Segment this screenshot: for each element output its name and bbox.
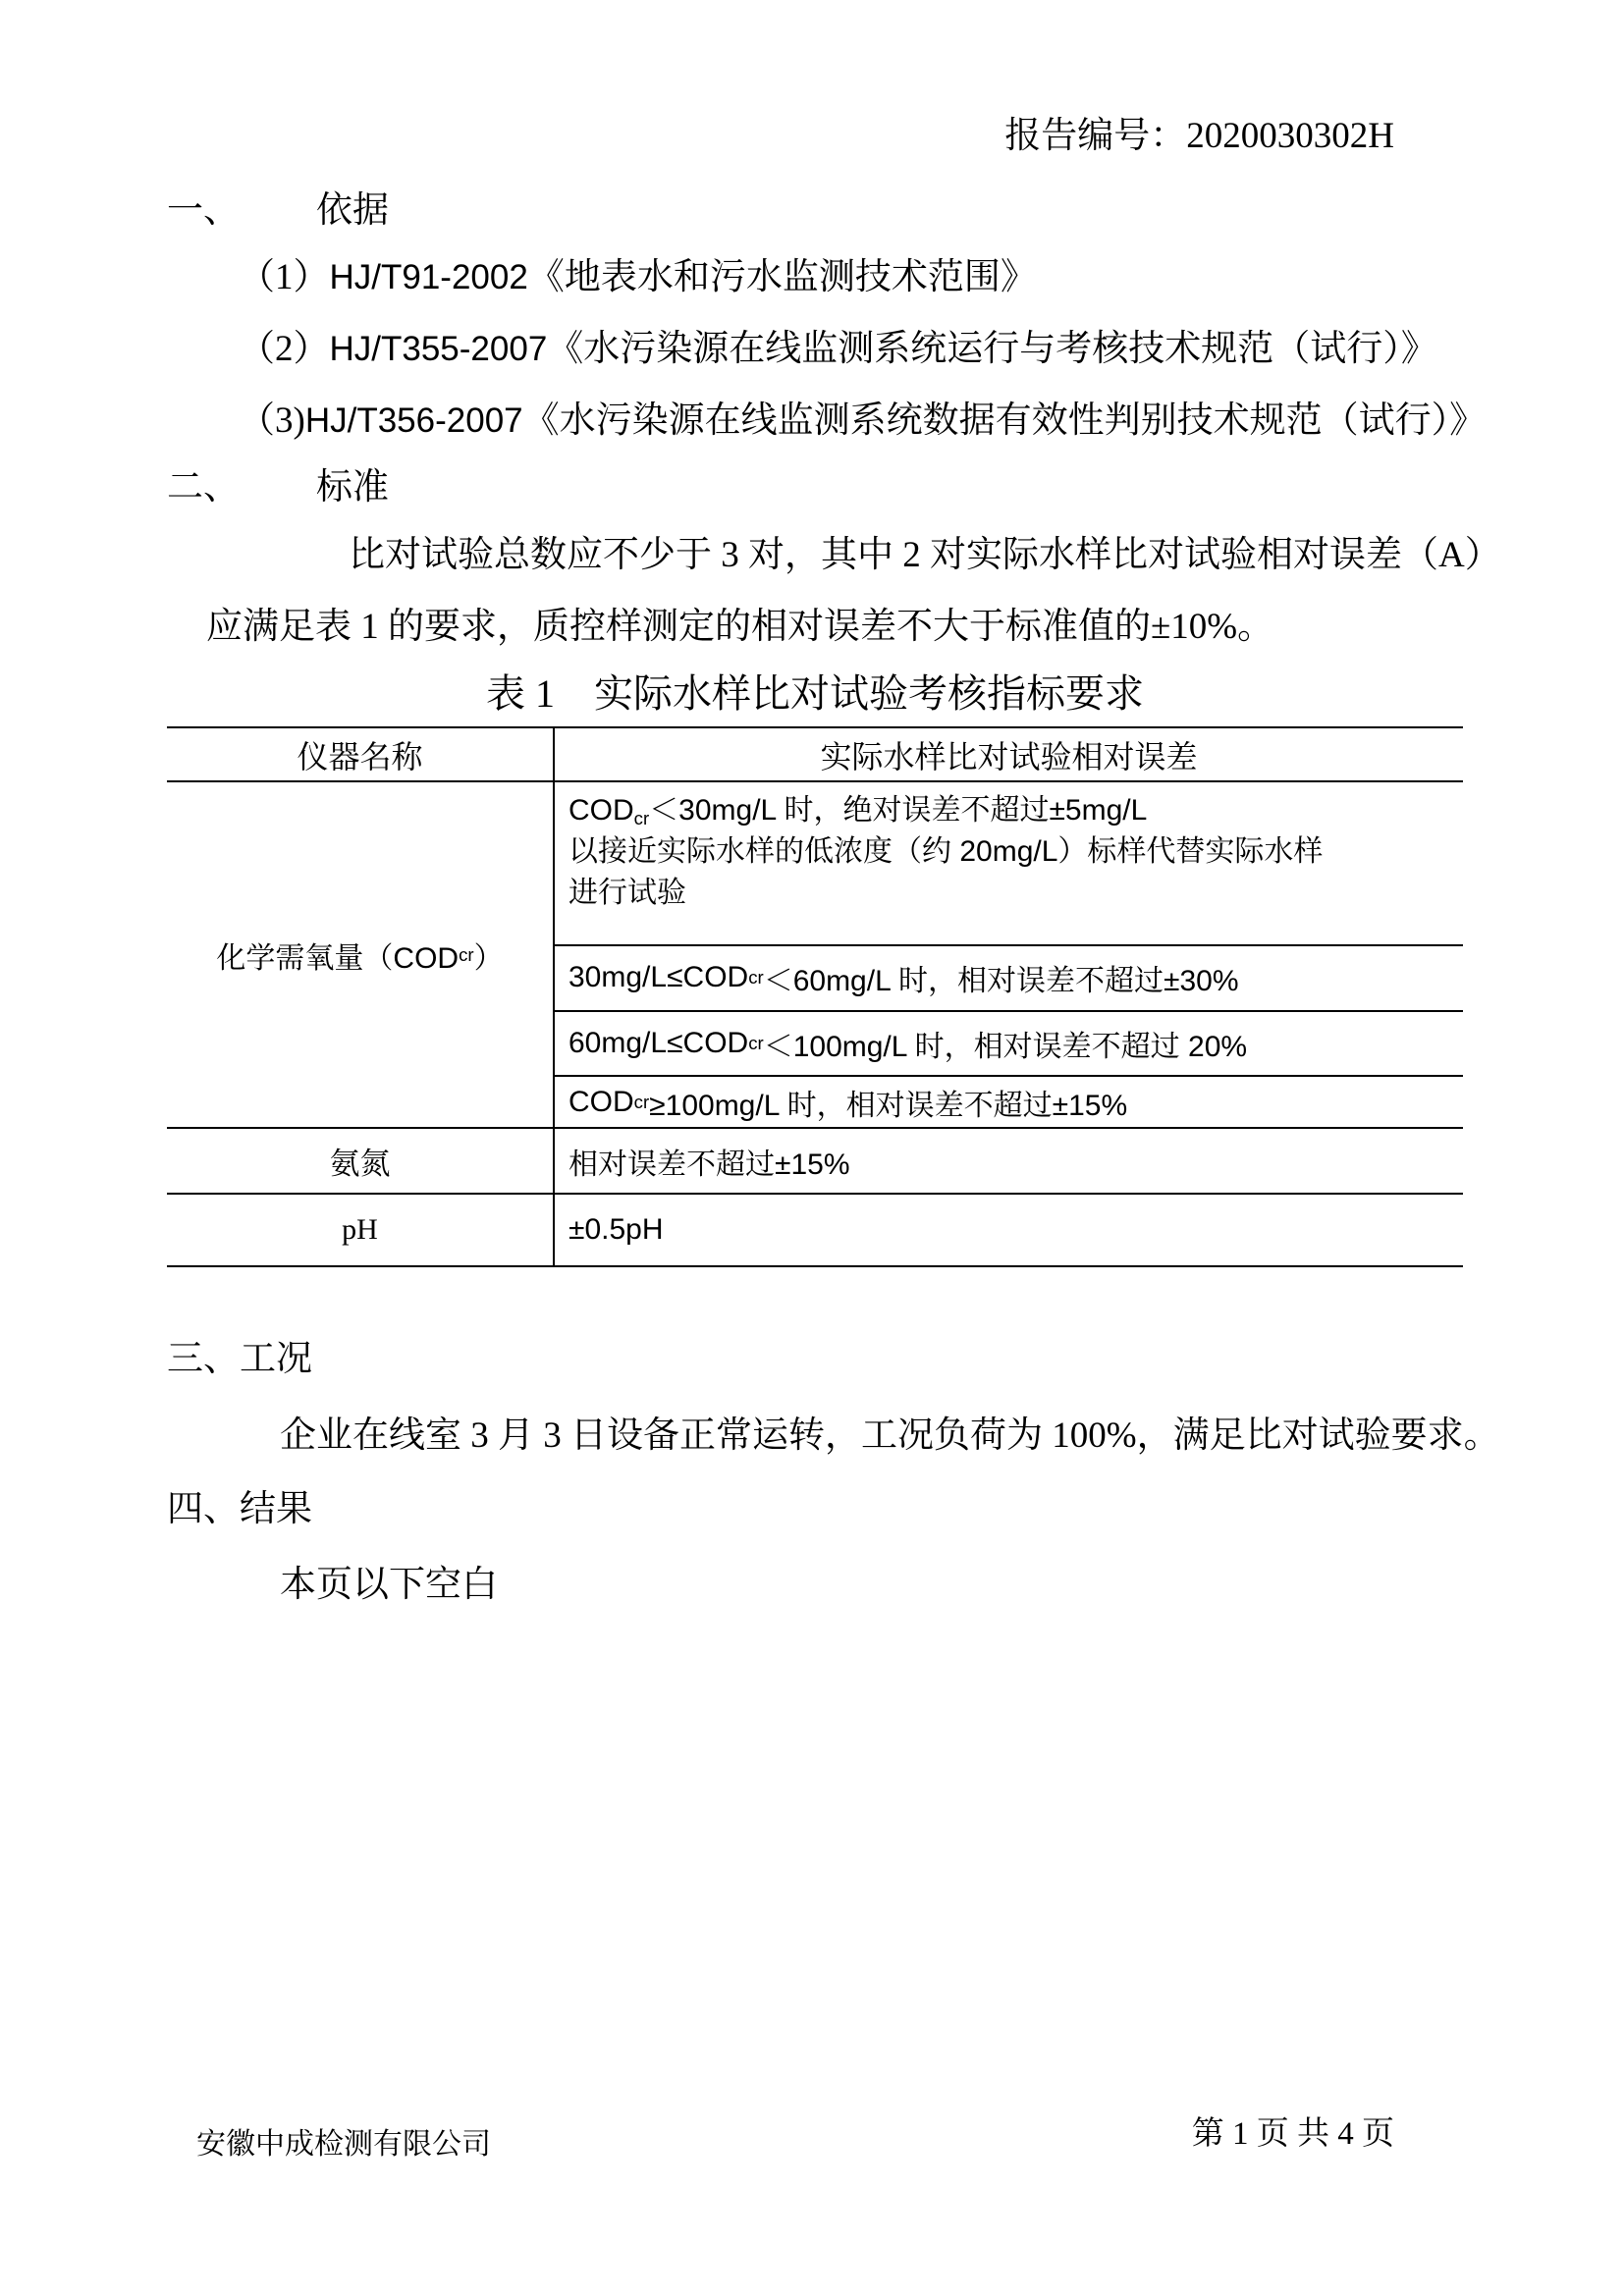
reference-3-code: HJ/T356-2007 bbox=[304, 401, 523, 440]
section-2-number: 二、 bbox=[167, 467, 240, 507]
section-1-heading bbox=[167, 188, 389, 234]
reference-3-name: 《水污染源在线监测系统数据有效性判别技术规范（试行）》 bbox=[522, 400, 1487, 441]
footer-page-number: 第 1 页 共 4 页 bbox=[1191, 2116, 1394, 2152]
table-header-row bbox=[167, 728, 1463, 782]
table-row-ammonia bbox=[167, 1129, 1463, 1195]
section-2-title: 标准 bbox=[316, 467, 389, 507]
table-row-ph bbox=[167, 1195, 1463, 1267]
cod-criterion-2: 30mg/L≤COD cr ＜60mg/L 时，相对误差不超过±30% bbox=[555, 946, 1463, 1012]
column-header-relative-error: 实际水样比对试验相对误差 bbox=[820, 738, 1198, 774]
table-1-title: 表 1 实际水样比对试验考核指标要求 bbox=[486, 671, 1144, 716]
reference-1-name: 《地表水和污水监测技术范围》 bbox=[527, 257, 1037, 297]
operating-condition-paragraph: 企业在线室 3 月 3 日设备正常运转，工况负荷为 100%，满足比对试验要求。 bbox=[280, 1415, 1500, 1456]
ph-row-label: pH bbox=[167, 1195, 555, 1265]
table-row-cod bbox=[167, 782, 1463, 1129]
cod-criterion-4-prefix: COD bbox=[568, 1085, 634, 1118]
reference-item-3 bbox=[239, 399, 1486, 444]
reference-2-code: HJ/T355-2007 bbox=[329, 330, 548, 368]
standard-paragraph-line-2: 应满足表 1 的要求，质控样测定的相对误差不大于标准值的±10%。 bbox=[206, 607, 1274, 647]
cod-criterion-1-subscript: cr bbox=[633, 808, 650, 829]
cod-criterion-1 bbox=[555, 782, 1463, 946]
reference-2-name: 《水污染源在线监测系统运行与考核技术规范（试行）》 bbox=[547, 329, 1437, 369]
cod-criterion-3-prefix: 60mg/L≤COD bbox=[568, 1026, 749, 1059]
cod-label-text: 化学需氧量（COD bbox=[216, 941, 460, 975]
cod-criterion-1-text: ＜30mg/L 时，绝对误差不超过±5mg/L bbox=[649, 794, 1148, 827]
reference-2-index: （2） bbox=[239, 329, 330, 369]
section-1-title: 依据 bbox=[316, 190, 389, 231]
cod-row-label: 化学需氧量（COD cr ） bbox=[167, 782, 555, 1127]
cod-criterion-2-prefix: 30mg/L≤COD bbox=[568, 961, 749, 994]
reference-item-2 bbox=[239, 327, 1437, 372]
reference-1-code: HJ/T91-2002 bbox=[329, 258, 528, 296]
ammonia-row-label: 氨氮 bbox=[167, 1129, 555, 1193]
cod-criterion-4-text: ≥100mg/L 时，相对误差不超过±15% bbox=[649, 1089, 1128, 1122]
footer-company-name: 安徽中成检测有限公司 bbox=[196, 2128, 491, 2161]
section-4-heading: 四、结果 bbox=[167, 1489, 312, 1529]
column-header-instrument: 仪器名称 bbox=[167, 728, 555, 780]
blank-below-note: 本页以下空白 bbox=[280, 1565, 498, 1605]
cod-criterion-1-line-1 bbox=[568, 790, 1453, 831]
reference-1-index: （1） bbox=[239, 257, 330, 297]
standard-paragraph-line-1: 比对试验总数应不少于 3 对，其中 2 对实际水样比对试验相对误差（A） bbox=[349, 535, 1501, 575]
reference-item-1 bbox=[239, 255, 1037, 300]
cod-criterion-1-line-2: 以接近实际水样的低浓度（约 20mg/L）标样代替实际水样 bbox=[568, 835, 1324, 868]
cod-label-close: ） bbox=[473, 941, 504, 975]
cod-criterion-2-text: ＜60mg/L 时，相对误差不超过±30% bbox=[763, 965, 1239, 998]
ph-criterion: ±0.5pH bbox=[568, 1213, 664, 1246]
cod-criterion-3-text: ＜100mg/L 时，相对误差不超过 20% bbox=[763, 1030, 1248, 1063]
section-2-heading bbox=[167, 465, 389, 510]
ammonia-criterion: 相对误差不超过±15% bbox=[568, 1148, 850, 1181]
cod-criterion-3: 60mg/L≤COD cr ＜100mg/L 时，相对误差不超过 20% bbox=[555, 1012, 1463, 1078]
section-3-heading: 三、工况 bbox=[167, 1339, 312, 1379]
cod-criterion-1-prefix: COD bbox=[568, 794, 634, 827]
cod-criterion-4: COD cr ≥100mg/L 时，相对误差不超过±15% bbox=[555, 1077, 1463, 1127]
section-1-number: 一、 bbox=[167, 190, 240, 231]
cod-criterion-1-line-3: 进行试验 bbox=[568, 877, 686, 909]
reference-3-index: （3) bbox=[239, 400, 305, 441]
report-number: 报告编号：2020030302H bbox=[1004, 116, 1394, 156]
table-1 bbox=[167, 726, 1463, 1267]
